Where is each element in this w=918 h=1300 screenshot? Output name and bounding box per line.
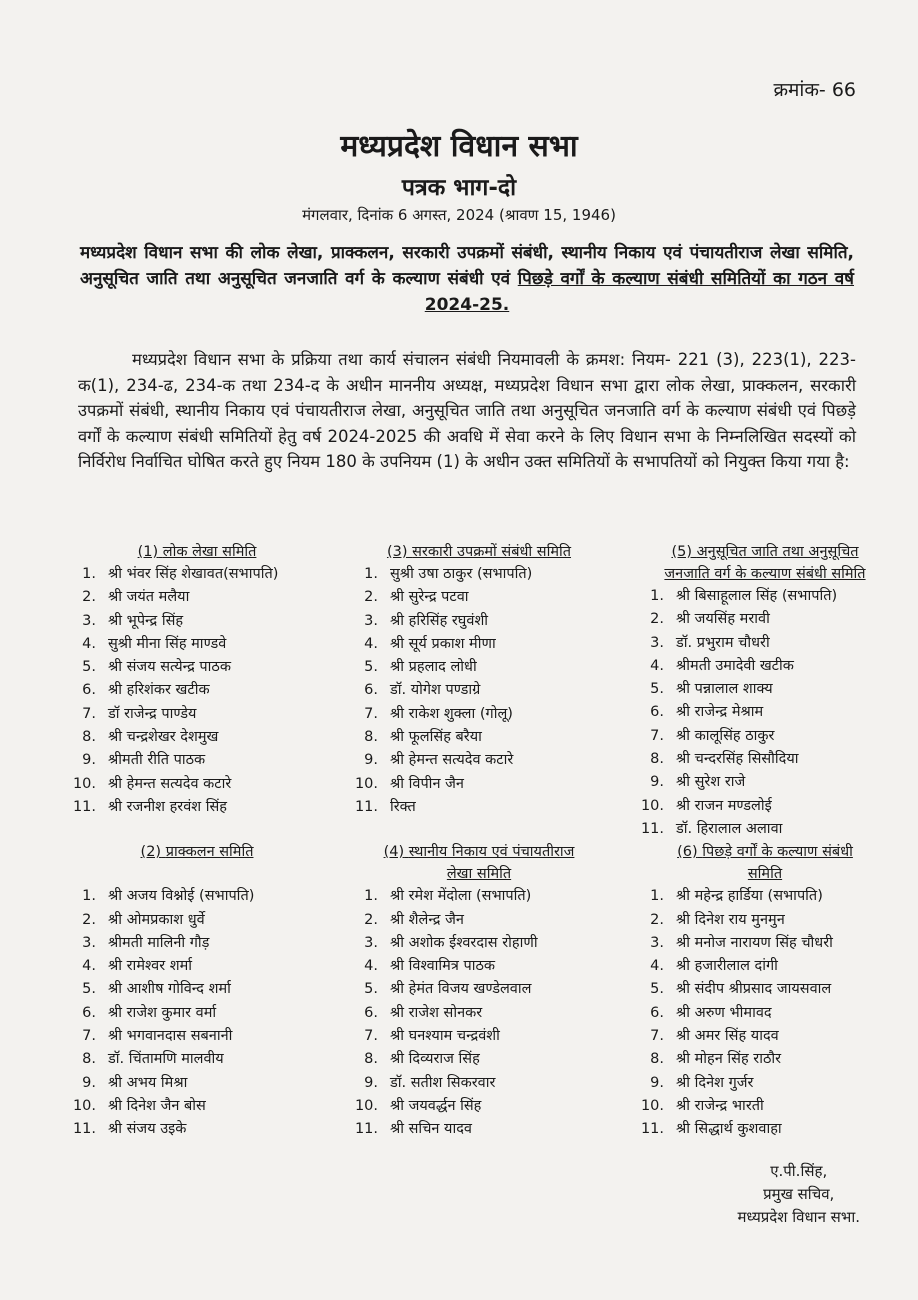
list-item: 10. श्री दिनेश जैन बोस: [72, 1097, 206, 1114]
list-item: 9. श्री दिनेश गुर्जर: [650, 1074, 754, 1091]
list-item: 3. श्रीमती मालिनी गौड़: [82, 934, 210, 951]
member-list: [62, 885, 332, 1141]
committee-column-3: [630, 541, 900, 1142]
committee-column-1: [62, 541, 332, 1142]
committee-title: पिछड़े वर्गों के कल्याण संबंधी: [702, 844, 853, 861]
list-item: 4. सुश्री मीना सिंह माण्डवे: [82, 635, 227, 652]
list-item: 6. श्री अरुण भीमावद: [650, 1004, 772, 1021]
member-list: [344, 885, 614, 1141]
date-line: मंगलवार, दिनांक 6 अगस्त, 2024 (श्रावण 15, 1946): [302, 206, 616, 224]
list-item: 4. श्री विश्वामित्र पाठक: [364, 958, 496, 975]
list-item: 5. श्री पन्नालाल शाक्य: [650, 681, 773, 698]
committee-title-line2: जनजाति वर्ग के कल्याण संबंधी समिति: [664, 566, 866, 582]
list-item: 9. श्रीमती रीति पाठक: [82, 752, 206, 769]
member-list: [344, 563, 614, 819]
list-item: 3. श्री अशोक ईश्वरदास रोहाणी: [364, 934, 538, 951]
list-item: 8. श्री चन्दरसिंह सिसौदिया: [650, 751, 799, 768]
list-item: 1. सुश्री उषा ठाकुर (सभापति): [364, 566, 533, 582]
list-item: 8. श्री चन्द्रशेखर देशमुख: [82, 729, 219, 746]
list-item: 6. डॉ. योगेश पण्डाग्रे: [364, 682, 481, 699]
list-item: 7. श्री भगवानदास सबनानी: [82, 1028, 233, 1045]
committee-number: (3): [386, 544, 408, 560]
list-item: 8. डॉ. चिंतामणि मालवीय: [82, 1051, 224, 1068]
list-item: 11. श्री रजनीश हरवंश सिंह: [72, 798, 228, 815]
list-item: 6. श्री राजेश सोनकर: [364, 1004, 483, 1021]
list-item: 4. श्री हजारीलाल दांगी: [650, 958, 778, 975]
committee-5: [630, 541, 900, 841]
list-item: 10. श्री राजन मण्डलोई: [640, 797, 772, 814]
committee-2: [62, 841, 332, 1141]
list-item: 8. श्री फूलसिंह बरैया: [364, 729, 482, 746]
committee-number: (6): [677, 844, 698, 861]
list-item: 7. डॉ राजेन्द्र पाण्डेय: [82, 705, 197, 722]
committee-column-2: [344, 541, 614, 1142]
committee-title-line2: लेखा समिति: [446, 866, 512, 883]
list-item: 6. श्री राजेश कुमार वर्मा: [82, 1004, 217, 1021]
list-item: 9. डॉ. सतीश सिकरवार: [364, 1074, 496, 1091]
list-item: 3. श्री भूपेन्द्र सिंह: [82, 612, 184, 629]
signatory-designation: प्रमुख सचिव,: [763, 1185, 835, 1203]
committee-4: [344, 841, 614, 1141]
list-item: 1. श्री अजय विश्नोई (सभापति): [82, 888, 255, 905]
list-item: 5. श्री संदीप श्रीप्रसाद जायसवाल: [650, 981, 832, 998]
list-item: 6. श्री हरिशंकर खटीक: [82, 682, 210, 699]
list-item: 9. श्री अभय मिश्रा: [82, 1074, 188, 1091]
committee-title: स्थानीय निकाय एवं पंचायतीराज: [408, 844, 575, 861]
list-item: 2. श्री सुरेन्द्र पटवा: [364, 589, 469, 606]
list-item: 3. डॉ. प्रभुराम चौधरी: [650, 634, 770, 651]
member-list: [62, 563, 332, 819]
list-item: 8. श्री दिव्यराज सिंह: [364, 1051, 480, 1068]
committee-number: (1): [137, 544, 159, 560]
list-item: 11. श्री संजय उइके: [72, 1121, 187, 1138]
committee-title: सरकारी उपक्रमों संबंधी समिति: [412, 544, 572, 560]
committee-number: (5): [671, 544, 692, 560]
list-item: 2. श्री जयसिंह मरावी: [650, 611, 770, 628]
member-list: [630, 585, 900, 841]
list-item: 11. श्री सिद्धार्थ कुशवाहा: [640, 1121, 782, 1138]
list-item: 10. श्री राजेन्द्र भारती: [640, 1097, 764, 1114]
list-item: 5. श्री आशीष गोविन्द शर्मा: [82, 981, 231, 998]
document-subtitle: पत्रक भाग-दो: [401, 175, 517, 201]
list-item: 11. श्री सचिन यादव: [354, 1121, 472, 1138]
list-item: 2. श्री दिनेश राय मुनमुन: [650, 911, 785, 928]
list-item: 10. श्री विपीन जैन: [354, 775, 464, 792]
list-item: 7. श्री घनश्याम चन्द्रवंशी: [364, 1028, 500, 1045]
committee-number: (2): [140, 844, 162, 861]
list-item: 4. श्री रामेश्वर शर्मा: [82, 958, 193, 975]
list-item: 8. श्री मोहन सिंह राठौर: [650, 1051, 782, 1068]
list-item: 10. श्री जयवर्द्धन सिंह: [354, 1097, 482, 1114]
committee-title: प्राक्कलन समिति: [165, 844, 254, 861]
list-item: 2. श्री ओमप्रकाश धुर्वे: [82, 911, 205, 928]
list-item: 9. श्री हेमन्त सत्यदेव कटारे: [364, 752, 514, 769]
list-item: 3. श्री मनोज नारायण सिंह चौधरी: [650, 934, 833, 951]
list-item: 1. श्री रमेश मेंदोला (सभापति): [364, 888, 532, 905]
list-item: 7. श्री अमर सिंह यादव: [650, 1028, 779, 1045]
committee-6: [630, 841, 900, 1141]
list-item: 1. श्री महेन्द्र हार्डिया (सभापति): [650, 888, 823, 905]
signatory-office: मध्यप्रदेश विधान सभा.: [737, 1208, 860, 1226]
committee-3: [344, 541, 614, 819]
member-list: [630, 885, 900, 1141]
list-item: 1. श्री भंवर सिंह शेखावत(सभापति): [82, 566, 279, 582]
committee-title: अनुसूचित जाति तथा अनुसूचित: [696, 544, 859, 560]
list-item: 11. रिक्त: [354, 798, 416, 815]
subject-part1: मध्यप्रदेश विधान सभा की लोक लेखा, प्राक्कलन, सरकारी उपक्रमों संबंधी, स्थानीय निकाय एवं पंचायतीराज लेखा समिति, अनुसूचित जाति तथा अनुसूचित जनजाति वर्ग के कल्याण संबंधी एवं: [80, 243, 854, 289]
body-paragraph: मध्यप्रदेश विधान सभा के प्रक्रिया तथा कार्य संचालन संबंधी नियमावली के क्रमश: नियम- 221 (3), 223(1), 223-क(1), 234-ढ, 234-क तथा 234-द के अधीन माननीय अध्यक्ष, मध्यप्रदेश विधान सभा द्वारा लोक लेखा, प्राक्कलन, सरकारी उपक्रमों संबंधी, स्थानीय निकाय एवं पंचायतीराज लेखा, अनुसूचित जाति तथा अनुसूचित जनजाति वर्ग के कल्याण संबंधी एवं पिछड़े वर्गों के कल्याण संबंधी समितियों हेतु वर्ष 2024-2025 की अवधि में सेवा करने के लिए विधान सभा के निम्नलिखित सदस्यों को निर्विरोध निर्वाचित घोषित करते हुए नियम 180 के उपनियम (1) के अधीन उक्त समितियों के सभापतियों को नियुक्त किया गया है:: [78, 350, 856, 471]
list-item: 11. डॉ. हिरालाल अलावा: [640, 820, 783, 837]
committee-title-line2: समिति: [747, 866, 783, 883]
committee-title: लोक लेखा समिति: [162, 544, 257, 560]
subject-heading: [80, 240, 854, 318]
list-item: 4. श्रीमती उमादेवी खटीक: [650, 657, 794, 674]
committee-number: (4): [383, 844, 405, 861]
list-item: 1. श्री बिसाहूलाल सिंह (सभापति): [650, 588, 838, 604]
subject-part2: पिछड़े वर्गों के कल्याण संबंधी समितियों का गठन वर्ष 2024-25.: [424, 269, 855, 315]
list-item: 2. श्री जयंत मलैया: [82, 589, 190, 606]
list-item: 6. श्री राजेन्द्र मेश्राम: [650, 704, 764, 721]
list-item: 3. श्री हरिसिंह रघुवंशी: [364, 612, 489, 629]
signatory-name: ए.पी.सिंह,: [770, 1162, 828, 1180]
list-item: 5. श्री संजय सत्येन्द्र पाठक: [82, 659, 231, 676]
list-item: 10. श्री हेमन्त सत्यदेव कटारे: [72, 775, 232, 792]
list-item: 5. श्री हेमंत विजय खण्डेलवाल: [364, 981, 532, 998]
list-item: 5. श्री प्रहलाद लोधी: [364, 659, 477, 676]
list-item: 7. श्री राकेश शुक्ला (गोलू): [364, 705, 513, 722]
serial-number: क्रमांक- 66: [773, 79, 856, 101]
list-item: 7. श्री कालूसिंह ठाकुर: [650, 727, 775, 744]
list-item: 4. श्री सूर्य प्रकाश मीणा: [364, 635, 496, 652]
list-item: 9. श्री सुरेश राजे: [650, 774, 746, 791]
committee-1: [62, 541, 332, 819]
signature-block: [737, 1160, 860, 1229]
document-title: मध्यप्रदेश विधान सभा: [340, 129, 578, 164]
list-item: 2. श्री शैलेन्द्र जैन: [364, 911, 464, 928]
